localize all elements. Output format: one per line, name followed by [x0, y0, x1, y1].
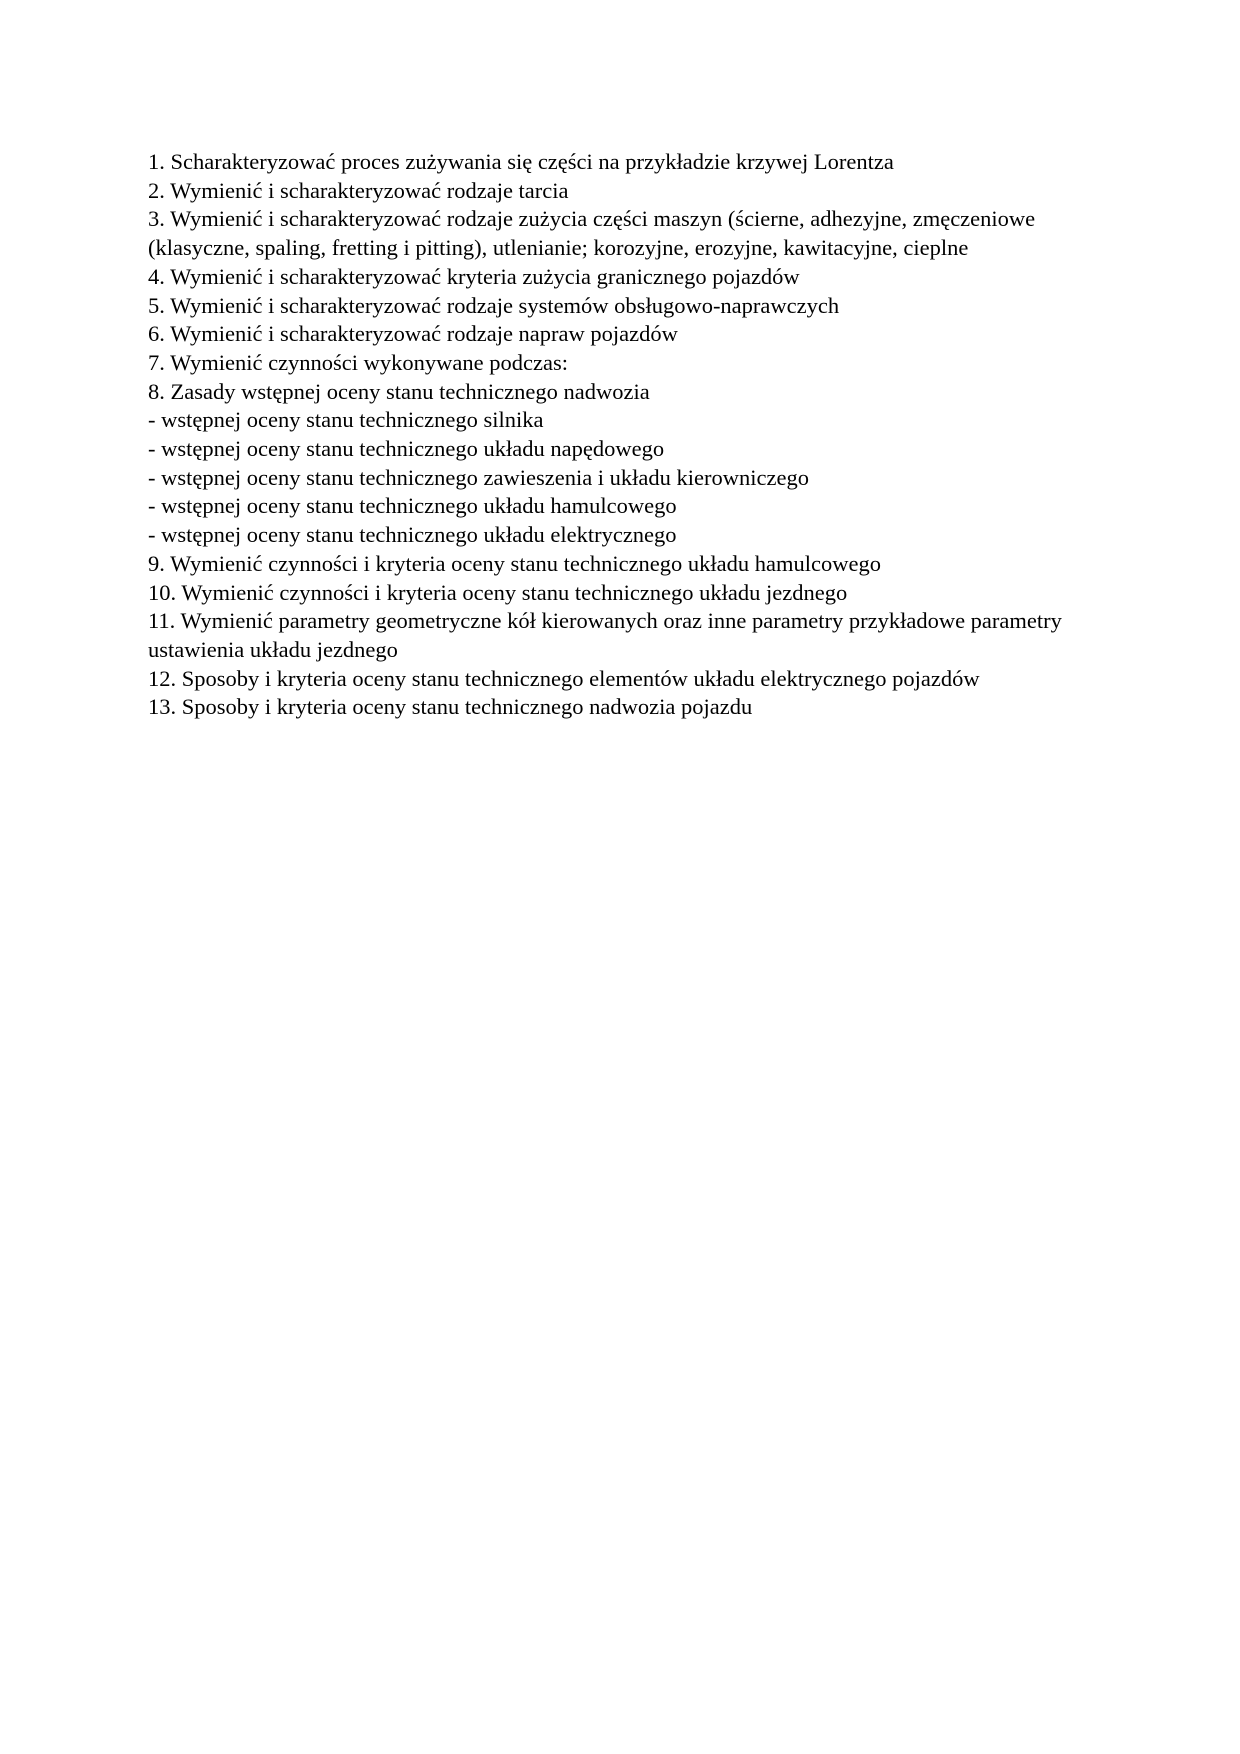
- list-item-11: 11. Wymienić parametry geometryczne kół kierowanych oraz inne parametry przykładowe parametry ustawienia układu jezdnego: [148, 608, 1062, 662]
- sub-item-naped: - wstępnej oceny stanu technicznego układu napędowego: [148, 436, 665, 462]
- list-item-12: 12. Sposoby i kryteria oceny stanu technicznego elementów układu elektrycznego pojazdów: [148, 665, 980, 691]
- list-item-3: 3. Wymienić i scharakteryzować rodzaje zużycia części maszyn (ścierne, adhezyjne, zmęczeniowe (klasyczne, spaling, fretting i pitting), utlenianie; korozyjne, erozyjne, kawitacyjne, cieplne: [148, 206, 1036, 261]
- list-item-13: 13. Sposoby i kryteria oceny stanu technicznego nadwozia pojazdu: [148, 694, 753, 720]
- sub-item-elektryka: - wstępnej oceny stanu technicznego układu elektrycznego: [148, 522, 677, 548]
- list-item-10: 10. Wymienić czynności i kryteria oceny stanu technicznego układu jezdnego: [148, 579, 848, 605]
- list-item-6: 6. Wymienić i scharakteryzować rodzaje napraw pojazdów: [148, 321, 678, 347]
- list-item-4: 4. Wymienić i scharakteryzować kryteria zużycia granicznego pojazdów: [148, 263, 800, 289]
- sub-item-hamulce: - wstępnej oceny stanu technicznego układu hamulcowego: [148, 493, 677, 519]
- sub-item-zawieszenie: - wstępnej oceny stanu technicznego zawieszenia i układu kierowniczego: [148, 464, 809, 490]
- list-item-9: 9. Wymienić czynności i kryteria oceny stanu technicznego układu hamulcowego: [148, 550, 881, 576]
- list-item-7: 7. Wymienić czynności wykonywane podczas:: [148, 349, 568, 375]
- sub-item-silnik: - wstępnej oceny stanu technicznego silnika: [148, 407, 544, 433]
- list-item-2: 2. Wymienić i scharakteryzować rodzaje tarcia: [148, 177, 569, 203]
- list-item-8: 8. Zasady wstępnej oceny stanu technicznego nadwozia: [148, 378, 650, 404]
- list-item-5: 5. Wymienić i scharakteryzować rodzaje systemów obsługowo-naprawczych: [148, 292, 840, 318]
- list-item-1: 1. Scharakteryzować proces zużywania się części na przykładzie krzywej Lorentza: [148, 149, 894, 174]
- question-list: [148, 148, 1098, 722]
